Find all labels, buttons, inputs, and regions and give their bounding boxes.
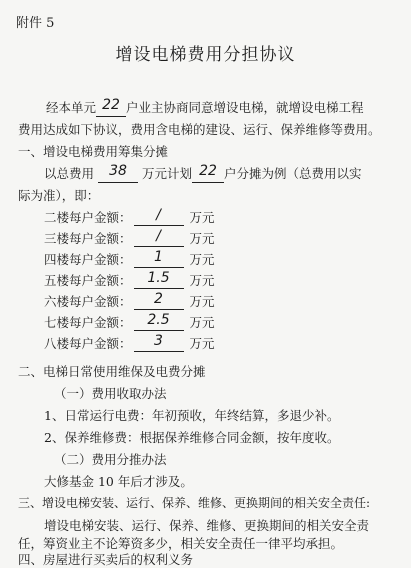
total-fee-handwritten: 38 (109, 163, 127, 179)
households-field (96, 97, 126, 117)
floor-fee-field (134, 270, 184, 289)
total-line-2: 际为准），即： (18, 188, 100, 203)
attachment-label: 附件 5 (16, 16, 55, 31)
repair-fund-note: 大修基金 10 年后才涉及。 (44, 474, 193, 489)
floor-fee-handwritten: 1.5 (147, 270, 170, 286)
split-households-field (192, 163, 224, 183)
floor-fee-unit: 万元 (189, 210, 215, 225)
document-title: 增设电梯费用分担协议 (115, 45, 296, 65)
total-suffix: 户分摊为例（总费用以实 (224, 166, 362, 181)
floor-fee-unit: 万元 (189, 252, 215, 267)
intro-prefix: 经本单元 (46, 100, 97, 115)
floor-fee-label: 七楼每户金额： (44, 315, 132, 330)
floor-fee-label: 二楼每户金额： (44, 210, 132, 225)
floor-fee-row (44, 334, 215, 352)
total-fee-field (98, 163, 138, 183)
intro-suffix: 户业主协商同意增设电梯，就增设电梯工程 (126, 100, 364, 115)
floor-fee-unit: 万元 (189, 315, 215, 330)
floor-fee-unit: 万元 (189, 273, 215, 288)
intro-line-1 (46, 98, 364, 117)
floor-fee-handwritten: 2.5 (147, 312, 170, 328)
floor-fee-handwritten: / (156, 228, 161, 244)
section2-sub1: （一）费用收取办法 (54, 386, 167, 401)
floor-fee-row (44, 208, 215, 226)
section2-sub2: （二）费用分推办法 (54, 452, 167, 467)
floor-fee-field (134, 228, 184, 247)
section1-heading: 一、增设电梯费用筹集分摊 (18, 144, 169, 159)
total-prefix: 以总费用 (44, 166, 95, 181)
floor-fee-field (134, 312, 184, 331)
floor-fee-label: 五楼每户金额： (44, 273, 132, 288)
households-handwritten: 22 (102, 97, 120, 113)
section2-item2: 2、保养维修费：根据保养维修合同金额，按年度收。 (44, 430, 340, 445)
floor-fee-row (44, 292, 215, 310)
floor-fee-field (134, 249, 184, 268)
floor-fee-label: 四楼每户金额： (44, 252, 132, 267)
floor-fee-unit: 万元 (189, 231, 215, 246)
floor-fee-row (44, 271, 215, 289)
floor-fee-unit: 万元 (189, 294, 215, 309)
total-unit: 万元计划 (142, 166, 193, 181)
floor-fee-row (44, 250, 215, 268)
floor-fee-row (44, 229, 215, 247)
floor-fee-field (134, 291, 184, 310)
floor-fee-handwritten: 3 (154, 333, 163, 349)
floor-fee-field (134, 333, 184, 352)
floor-fee-handwritten: 2 (154, 291, 163, 307)
total-fee-line (44, 164, 362, 183)
floor-fee-unit: 万元 (189, 336, 215, 351)
section3-heading: 三、增设电梯安装、运行、保养、维修、更换期间的相关安全责任: (18, 496, 371, 510)
floor-fee-label: 八楼每户金额： (44, 336, 132, 351)
section2-item1: 1、日常运行电费：年初预收，年终结算，多退少补。 (44, 408, 340, 423)
floor-fee-field (134, 207, 184, 226)
section2-heading: 二、电梯日常使用维保及电费分摊 (18, 364, 206, 379)
floor-fee-label: 六楼每户金额： (44, 294, 132, 309)
floor-fee-handwritten: 1 (154, 249, 163, 265)
section4-heading: 四、房屋进行买卖后的权利义务 (18, 552, 194, 567)
floor-fee-row (44, 313, 215, 331)
section3-body-1: 增设电梯安装、运行、保养、维修、更换期间的相关安全责 (44, 518, 370, 533)
floor-fee-label: 三楼每户金额： (44, 231, 132, 246)
intro-line-2: 费用达成如下协议，费用含电梯的建设、运行、保养维修等费用。 (18, 122, 381, 137)
split-households-handwritten: 22 (199, 163, 217, 179)
floor-fee-handwritten: / (156, 207, 161, 223)
section3-body-2: 任，筹资业主不论筹资多少，相关安全责任一律平均承担。 (18, 536, 344, 551)
